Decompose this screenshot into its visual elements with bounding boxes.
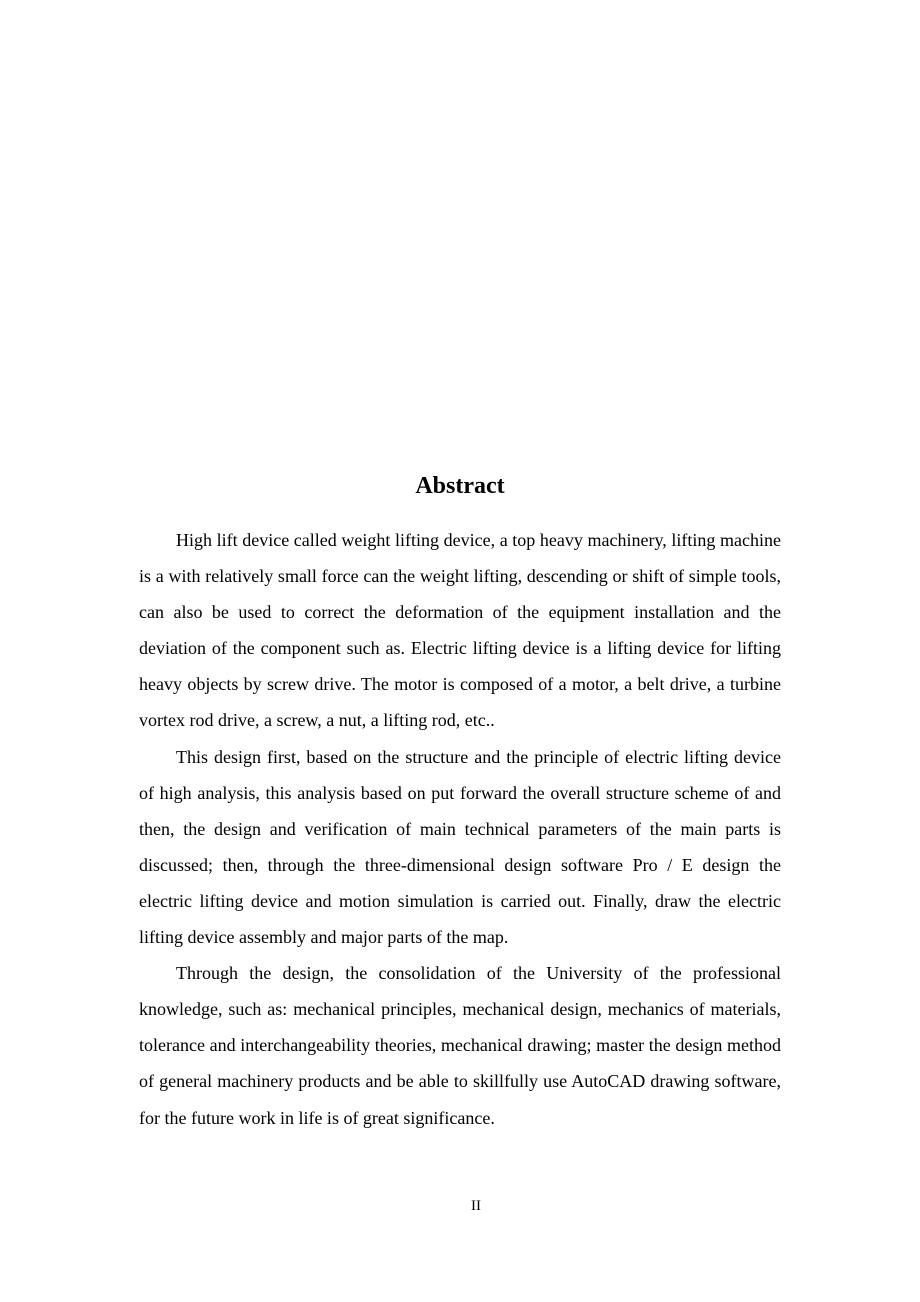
- abstract-paragraph-1: High lift device called weight lifting device, a top heavy machinery, lifting machine is a with relatively small force can the weight lifting, descending or shift of simple tools, can also be used to correct the deformation of the equipment installation and the deviation of the component such as. Electric lifting device is a lifting device for lifting heavy objects by screw drive. The motor is composed of a motor, a belt drive, a turbine vortex rod drive, a screw, a nut, a lifting rod, etc..: [139, 530, 781, 731]
- abstract-paragraph-2: This design first, based on the structure and the principle of electric lifting device of high analysis, this analysis based on put forward the overall structure scheme of and then, the design and verification of main technical parameters of the main parts is discussed; then, through the three-dimensional design software Pro / E design the electric lifting device and motion simulation is carried out. Finally, draw the electric lifting device assembly and major parts of the map.: [139, 746, 781, 948]
- page-number: II: [471, 1198, 481, 1214]
- abstract-body: [139, 522, 781, 1136]
- abstract-paragraph-3: Through the design, the consolidation of the University of the professional knowledge, such as: mechanical principles, mechanical design, mechanics of materials, tolerance and interchangeability theories, mechanical drawing; master the design method of general machinery products and be able to skillfully use AutoCAD drawing software, for the future work in life is of great significance.: [139, 963, 781, 1128]
- abstract-heading: Abstract: [415, 473, 505, 499]
